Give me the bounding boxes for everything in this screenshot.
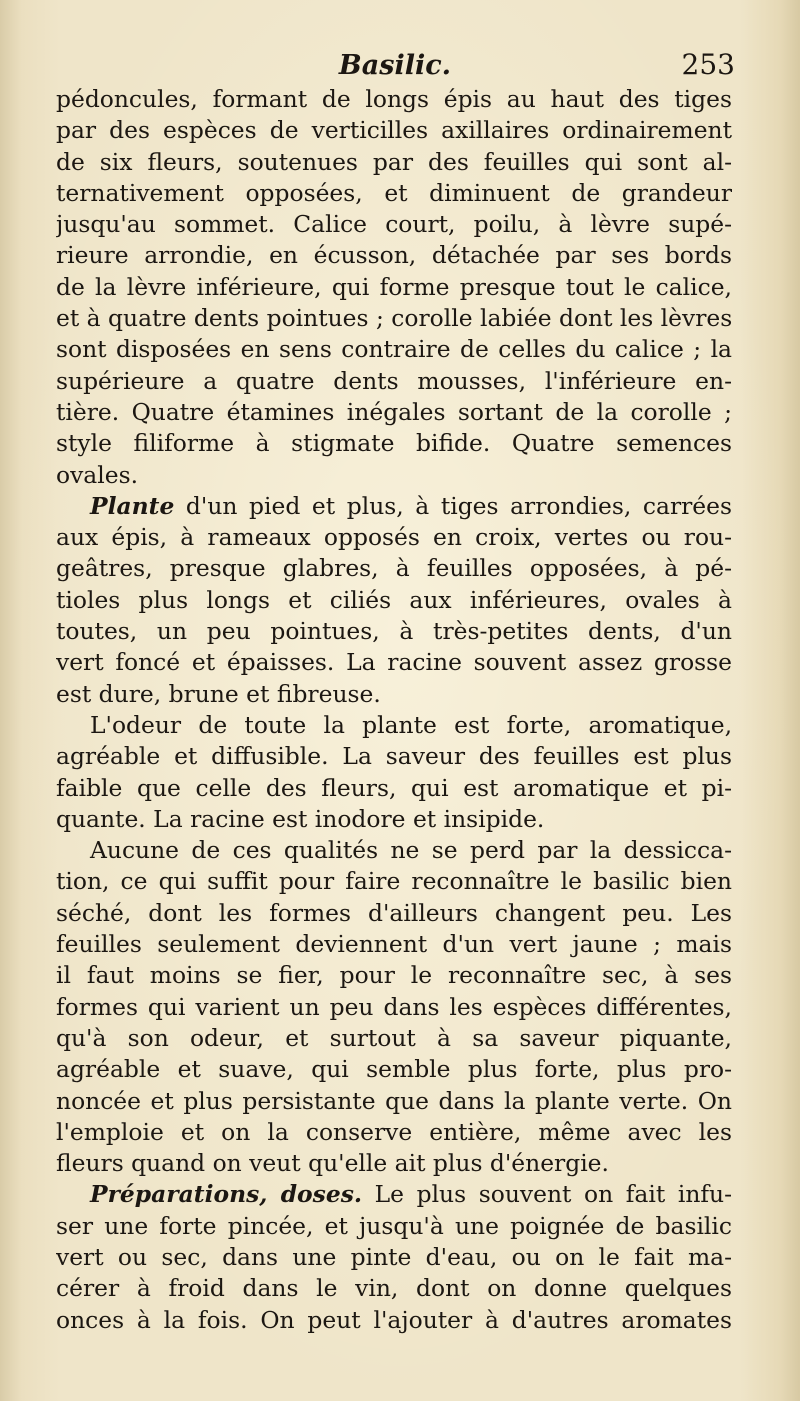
text-line — [56, 585, 732, 616]
line-text: onces à la fois. On peut l'ajouter à d'autres aromates — [56, 1305, 732, 1334]
line-text: et à quatre dents pointues ; corolle labiée dont les lèvres — [56, 304, 732, 333]
text-line — [56, 553, 732, 584]
line-text: noncée et plus persistante que dans la plante verte. On — [56, 1086, 732, 1115]
line-text: l'emploie et on la conserve entière, même avec les — [56, 1117, 732, 1146]
page-header — [55, 42, 735, 86]
text-line — [56, 240, 732, 271]
line-text: aux épis, à rameaux opposés en croix, vertes ou rou- — [56, 523, 732, 552]
line-text: geâtres, presque glabres, à feuilles opposées, à pé- — [56, 554, 732, 583]
page-number: 253 — [681, 48, 735, 81]
text-line — [56, 773, 732, 804]
line-text: tion, ce qui suffit pour faire reconnaître le basilic bien — [56, 867, 732, 896]
line-text: ser une forte pincée, et jusqu'à une poignée de basilic — [56, 1211, 732, 1240]
text-line — [56, 1242, 732, 1273]
line-text: agréable et diffusible. La saveur des feuilles est plus — [56, 742, 732, 771]
line-text: feuilles seulement deviennent d'un vert jaune ; mais — [56, 930, 732, 959]
text-line — [56, 1117, 732, 1148]
text-line — [56, 1086, 732, 1117]
line-text: faible que celle des fleurs, qui est aromatique et pi- — [56, 773, 732, 802]
line-text: fleurs quand on veut qu'elle ait plus d'énergie. — [56, 1149, 609, 1178]
body-text — [56, 84, 732, 1336]
line-text: est dure, brune et fibreuse. — [56, 679, 381, 708]
line-text: agréable et suave, qui semble plus forte, plus pro- — [56, 1055, 732, 1084]
line-text: sont disposées en sens contraire de celles du calice ; la — [56, 335, 732, 364]
text-line — [56, 835, 732, 866]
line-text: d'un pied et plus, à tiges arrondies, carrées — [174, 491, 732, 520]
line-text: de la lèvre inférieure, qui forme presque tout le calice, — [56, 272, 732, 301]
line-text: formes qui varient un peu dans les espèces différentes, — [56, 992, 732, 1021]
text-line — [56, 804, 732, 835]
line-text: tioles plus longs et ciliés aux inférieures, ovales à — [56, 585, 732, 614]
text-line — [56, 209, 732, 240]
text-line — [56, 741, 732, 772]
line-text: séché, dont les formes d'ailleurs changent peu. Les — [56, 898, 732, 927]
text-line — [56, 147, 732, 178]
text-line — [56, 1211, 732, 1242]
line-text: Aucune de ces qualités ne se perd par la dessicca- — [90, 836, 732, 865]
line-text: pédoncules, formant de longs épis au haut des tiges — [56, 85, 732, 113]
text-line — [56, 115, 732, 146]
text-line — [56, 460, 732, 491]
line-text: jusqu'au sommet. Calice court, poilu, à lèvre supé- — [56, 210, 732, 239]
text-line — [56, 1023, 732, 1054]
text-line — [56, 303, 732, 334]
line-text: L'odeur de toute la plante est forte, aromatique, — [90, 710, 732, 739]
text-line — [56, 647, 732, 678]
text-line — [56, 866, 732, 897]
line-text: de six fleurs, soutenues par des feuilles qui sont al- — [56, 147, 732, 176]
line-text: toutes, un peu pointues, à très-petites dents, d'un — [56, 617, 732, 646]
running-head: Basilic. — [338, 50, 452, 81]
text-line — [56, 1305, 732, 1336]
line-text: tière. Quatre étamines inégales sortant de la corolle ; — [56, 397, 732, 426]
text-line — [56, 992, 732, 1023]
text-line — [56, 1273, 732, 1304]
line-text: Le plus souvent on fait infu- — [362, 1180, 732, 1209]
text-line — [56, 272, 732, 303]
text-line — [56, 616, 732, 647]
text-line — [56, 84, 732, 115]
section-lead: Préparations, doses. — [90, 1180, 363, 1209]
line-text: ternativement opposées, et diminuent de grandeur — [56, 178, 732, 207]
line-text: par des espèces de verticilles axillaires ordinairement — [56, 116, 732, 145]
line-text: vert ou sec, dans une pinte d'eau, ou on le fait ma- — [56, 1242, 732, 1271]
line-text: il faut moins se fier, pour le reconnaître sec, à ses — [56, 961, 732, 990]
text-line — [56, 491, 732, 522]
text-line — [56, 898, 732, 929]
line-text: cérer à froid dans le vin, dont on donne quelques — [56, 1274, 732, 1303]
line-text: quante. La racine est inodore et insipide. — [56, 804, 545, 833]
text-line — [56, 1054, 732, 1085]
text-line — [56, 397, 732, 428]
text-line — [56, 366, 732, 397]
text-line — [56, 428, 732, 459]
text-line — [56, 710, 732, 741]
text-line — [56, 334, 732, 365]
text-line — [56, 522, 732, 553]
text-line — [56, 1179, 732, 1210]
section-lead: Plante — [90, 491, 175, 520]
line-text: qu'à son odeur, et surtout à sa saveur piquante, — [56, 1023, 732, 1052]
text-line — [56, 178, 732, 209]
line-text: vert foncé et épaisses. La racine souvent assez grosse — [56, 648, 732, 677]
text-line — [56, 960, 732, 991]
text-line — [56, 1148, 732, 1179]
line-text: style filiforme à stigmate bifide. Quatre semences — [56, 429, 732, 458]
line-text: supérieure a quatre dents mousses, l'inférieure en- — [56, 366, 732, 395]
line-text: ovales. — [56, 460, 139, 489]
line-text: rieure arrondie, en écusson, détachée par ses bords — [56, 241, 732, 270]
text-line — [56, 679, 732, 710]
text-line — [56, 929, 732, 960]
